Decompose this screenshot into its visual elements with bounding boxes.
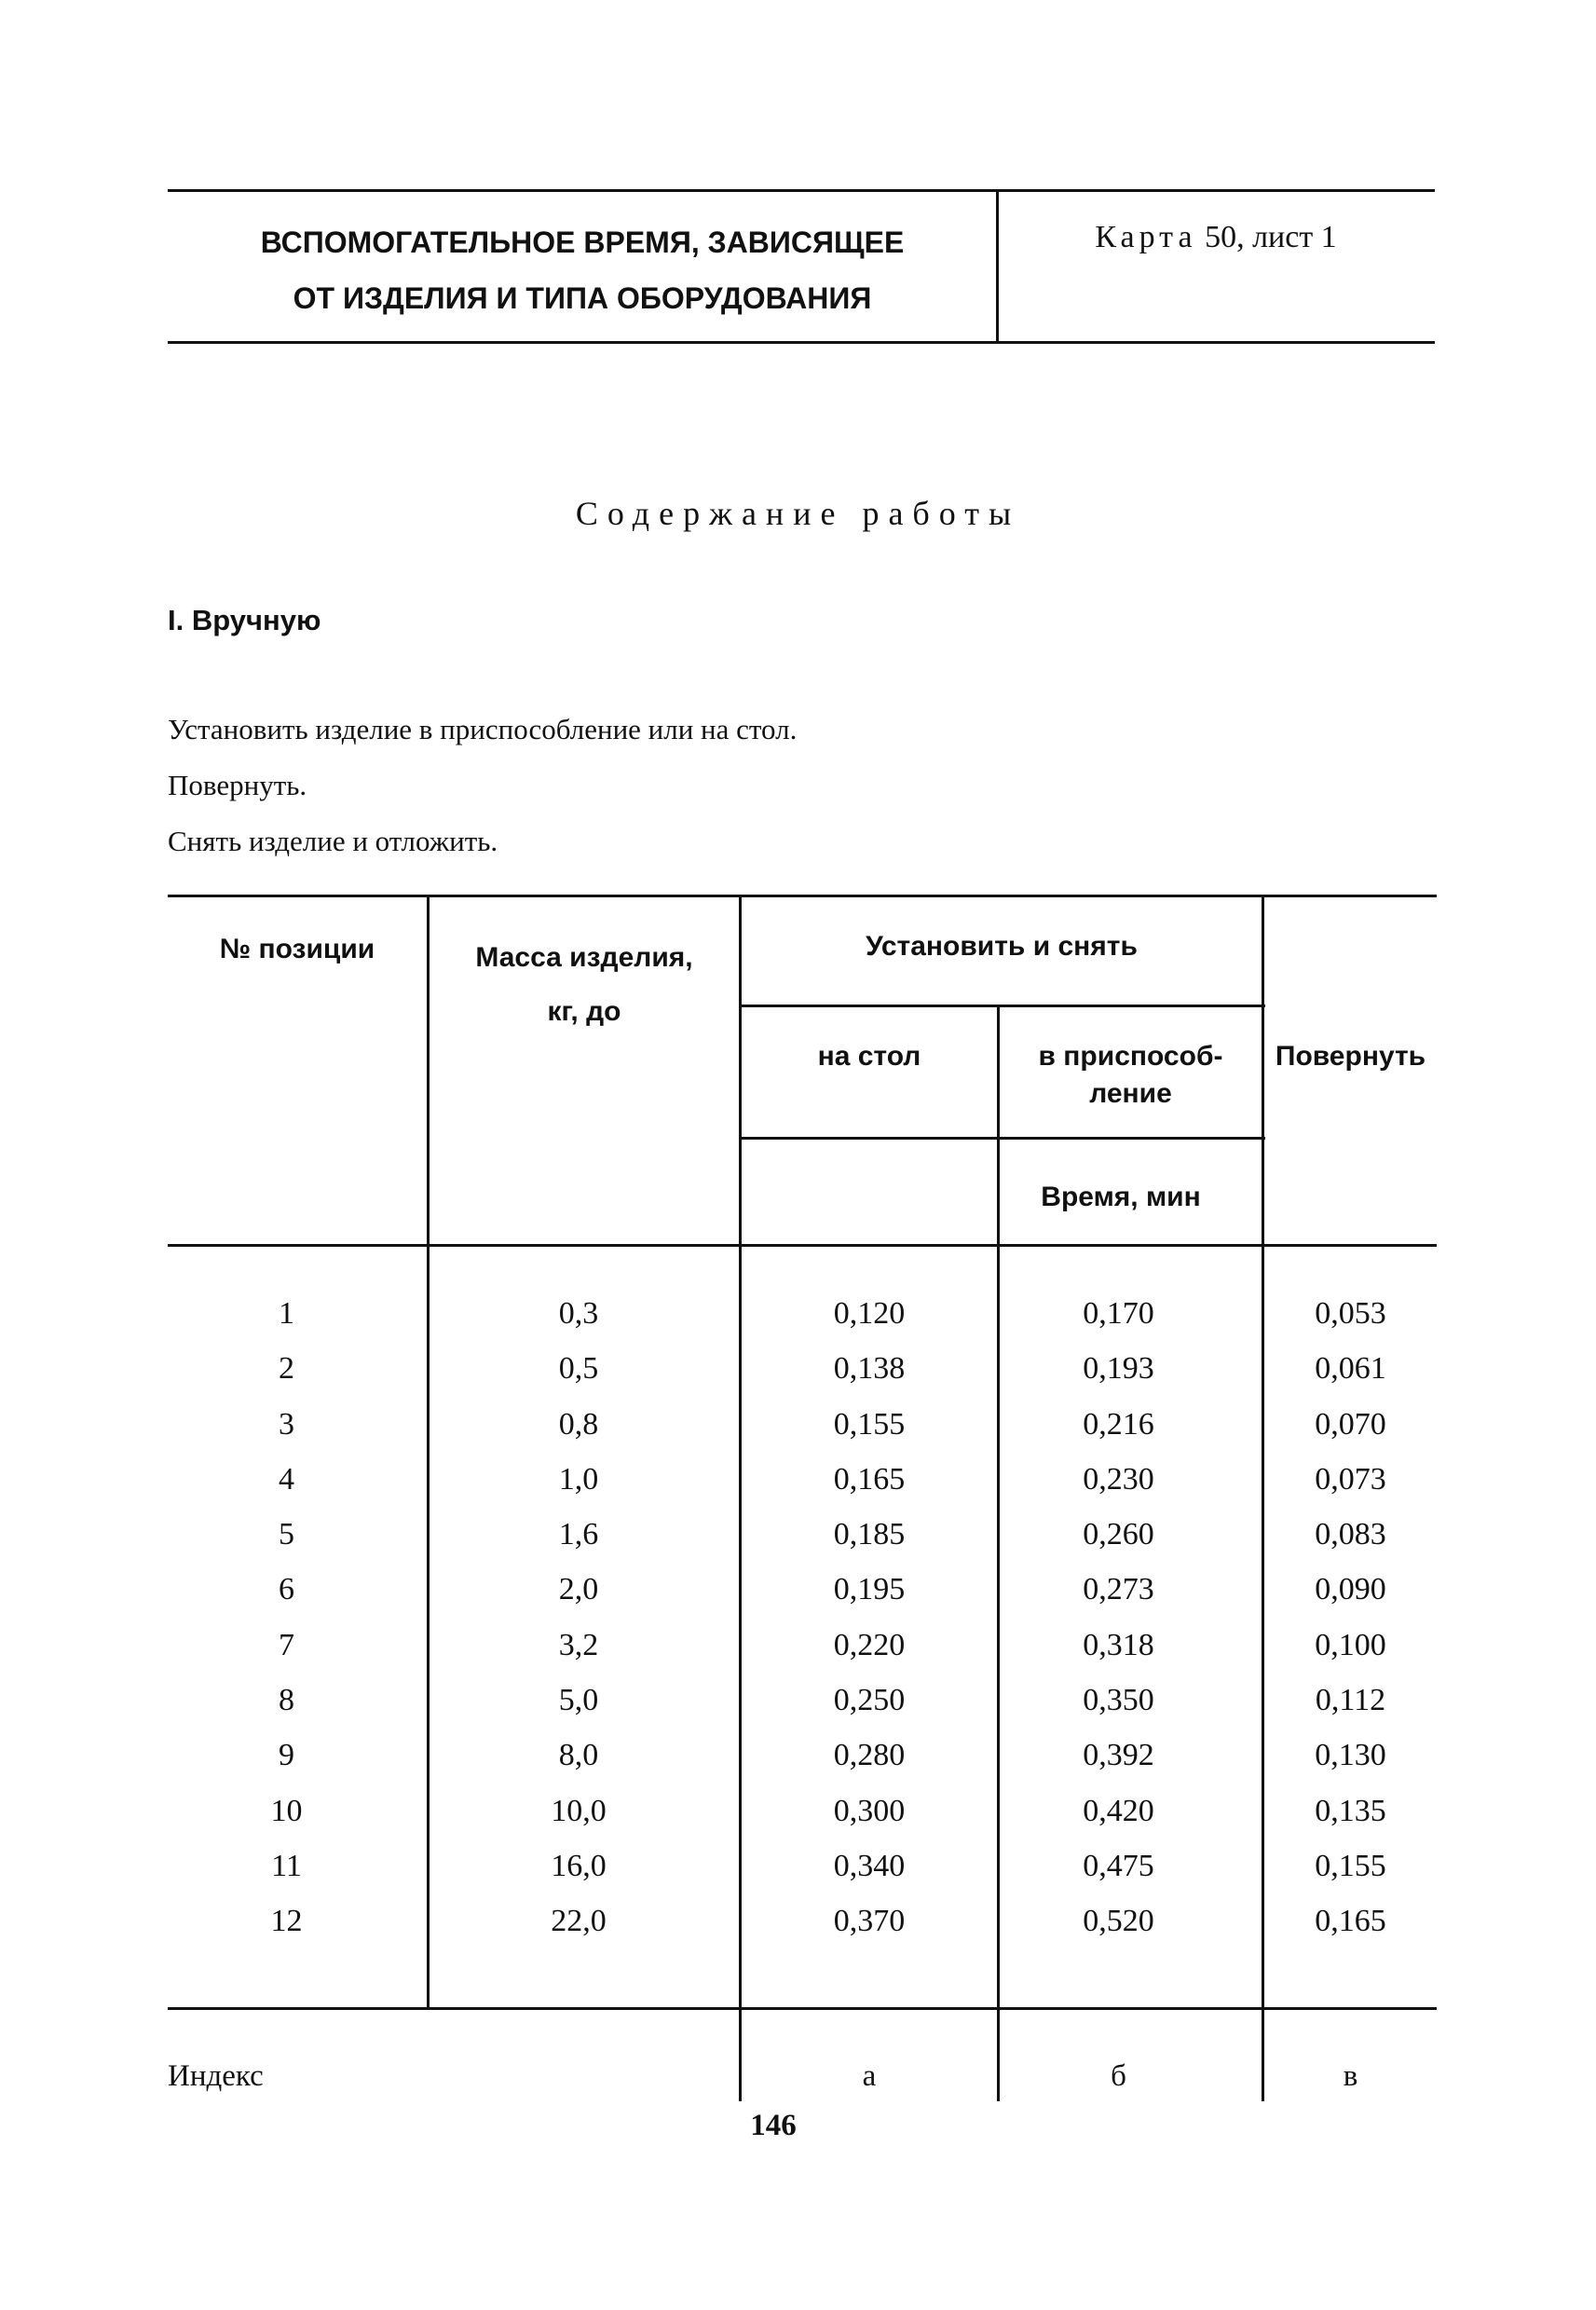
table-cell: 0,250 bbox=[833, 1683, 906, 1718]
table-cell: 0,112 bbox=[1315, 1683, 1386, 1718]
index-b: б bbox=[1111, 2059, 1126, 2093]
table-cell: 9 bbox=[279, 1738, 294, 1773]
document-title bbox=[172, 214, 992, 326]
table-cell: 0,350 bbox=[1083, 1683, 1154, 1718]
table-cell: 0,370 bbox=[833, 1904, 906, 1939]
card-number: 50, bbox=[1205, 220, 1245, 254]
page-number: 146 bbox=[750, 2109, 797, 2142]
table-cell: 0,090 bbox=[1315, 1572, 1386, 1607]
table-cell: 0,5 bbox=[558, 1351, 599, 1387]
table-cell: 0,100 bbox=[1315, 1627, 1386, 1662]
col-header-in-fixture-line-1: в приспособ- bbox=[1038, 1041, 1223, 1072]
table-cell: 16,0 bbox=[551, 1848, 607, 1883]
table-cell: 0,070 bbox=[1315, 1406, 1386, 1442]
table-cell: 8 bbox=[279, 1683, 294, 1718]
table-cell: 0,185 bbox=[833, 1517, 906, 1552]
col-header-on-table: на стол bbox=[817, 1041, 921, 1072]
table-cell: 0,3 bbox=[558, 1296, 599, 1331]
step-1: Установить изделие в приспособление или на стол. bbox=[168, 713, 798, 745]
table-cell: 0,165 bbox=[1315, 1904, 1386, 1939]
step-3: Снять изделие и отложить. bbox=[168, 825, 498, 857]
body-bottom-rule bbox=[168, 2007, 1437, 2010]
header-top-rule bbox=[168, 189, 1435, 192]
table-cell: 0,195 bbox=[833, 1572, 906, 1607]
title-line-2: ОТ ИЗДЕЛИЯ И ТИПА ОБОРУДОВАНИЯ bbox=[293, 281, 872, 315]
table-cell: 4 bbox=[279, 1461, 294, 1497]
table-cell: 0,300 bbox=[833, 1793, 906, 1828]
col-positions bbox=[168, 1286, 405, 1949]
table-cell: 1,6 bbox=[558, 1517, 599, 1552]
card-sheet: лист 1 bbox=[1252, 220, 1337, 254]
table-cell: 0,8 bbox=[558, 1406, 599, 1442]
index-c: в bbox=[1343, 2059, 1358, 2093]
time-unit-rule bbox=[741, 1137, 1265, 1140]
col-header-mass-line-1: Масса изделия, bbox=[475, 942, 693, 973]
table-cell: 2 bbox=[279, 1351, 294, 1387]
table-cell: 5,0 bbox=[558, 1683, 599, 1718]
col-turn bbox=[1264, 1286, 1437, 1949]
table-cell: 11 bbox=[271, 1848, 302, 1883]
table-cell: 0,130 bbox=[1315, 1738, 1386, 1773]
table-cell: 0,170 bbox=[1083, 1296, 1154, 1331]
table-cell: 0,216 bbox=[1083, 1406, 1154, 1442]
header-divider bbox=[996, 189, 999, 344]
col-header-in-fixture-line-2: ление bbox=[1089, 1078, 1172, 1109]
table-cell: 0,053 bbox=[1315, 1296, 1386, 1331]
table-cell: 7 bbox=[279, 1627, 294, 1662]
table-cell: 0,280 bbox=[833, 1738, 906, 1773]
col-in-fixture bbox=[1000, 1286, 1237, 1949]
table-cell: 2,0 bbox=[558, 1572, 599, 1607]
table-cell: 0,273 bbox=[1083, 1572, 1154, 1607]
table-cell: 12 bbox=[270, 1904, 303, 1939]
table-cell: 0,220 bbox=[833, 1627, 906, 1662]
table-cell: 0,155 bbox=[833, 1406, 906, 1442]
table-cell: 0,120 bbox=[833, 1296, 906, 1331]
table-cell: 0,318 bbox=[1083, 1627, 1154, 1662]
table-cell: 0,260 bbox=[1083, 1517, 1154, 1552]
table-cell: 10,0 bbox=[551, 1793, 607, 1828]
table-cell: 0,475 bbox=[1083, 1848, 1154, 1883]
table-cell: 0,392 bbox=[1083, 1738, 1154, 1773]
col-header-turn: Повернуть bbox=[1275, 1041, 1426, 1072]
table-cell: 0,155 bbox=[1315, 1848, 1386, 1883]
index-a: а bbox=[862, 2059, 877, 2093]
table-cell: 0,165 bbox=[833, 1461, 906, 1497]
section-title: Содержание работы bbox=[575, 495, 1021, 532]
step-2: Повернуть. bbox=[168, 769, 307, 801]
table-cell: 0,135 bbox=[1315, 1793, 1386, 1828]
card-reference bbox=[1002, 214, 1430, 261]
table-cell: 1,0 bbox=[558, 1461, 599, 1497]
subheading-manual: I. Вручную bbox=[168, 604, 321, 636]
table-cell: 10 bbox=[270, 1793, 303, 1828]
table-cell: 0,073 bbox=[1315, 1461, 1386, 1497]
install-group-rule bbox=[741, 1005, 1265, 1007]
header-body-rule bbox=[168, 1244, 1437, 1247]
table-cell: 6 bbox=[279, 1572, 294, 1607]
table-cell: 0,061 bbox=[1315, 1351, 1386, 1387]
table-cell: 0,083 bbox=[1315, 1517, 1386, 1552]
table-cell: 0,230 bbox=[1083, 1461, 1154, 1497]
table-cell: 5 bbox=[279, 1517, 294, 1552]
col-header-mass bbox=[430, 931, 739, 1039]
col-on-table bbox=[742, 1286, 997, 1949]
table-cell: 3 bbox=[279, 1406, 294, 1442]
table-cell: 1 bbox=[279, 1296, 294, 1331]
time-unit-label: Время, мин bbox=[1041, 1182, 1201, 1212]
col-mass bbox=[430, 1286, 728, 1949]
header-bottom-rule bbox=[168, 341, 1435, 344]
table-cell: 0,138 bbox=[833, 1351, 906, 1387]
table-cell: 0,520 bbox=[1083, 1904, 1154, 1939]
table-cell: 0,340 bbox=[833, 1848, 906, 1883]
col-header-position: № позиции bbox=[219, 934, 375, 964]
col-header-in-fixture bbox=[1000, 1038, 1262, 1113]
card-word: Карта bbox=[1095, 220, 1197, 254]
index-label: Индекс bbox=[168, 2059, 264, 2093]
table-cell: 22,0 bbox=[551, 1904, 607, 1939]
table-top-rule bbox=[168, 895, 1437, 897]
table-cell: 0,420 bbox=[1083, 1793, 1154, 1828]
table-cell: 3,2 bbox=[558, 1627, 599, 1662]
col-header-install-group: Установить и снять bbox=[866, 931, 1138, 962]
table-cell: 8,0 bbox=[558, 1738, 599, 1773]
col-header-mass-line-2: кг, до bbox=[547, 996, 621, 1027]
table-cell: 0,193 bbox=[1083, 1351, 1154, 1387]
title-line-1: ВСПОМОГАТЕЛЬНОЕ ВРЕМЯ, ЗАВИСЯЩЕЕ bbox=[260, 226, 905, 259]
